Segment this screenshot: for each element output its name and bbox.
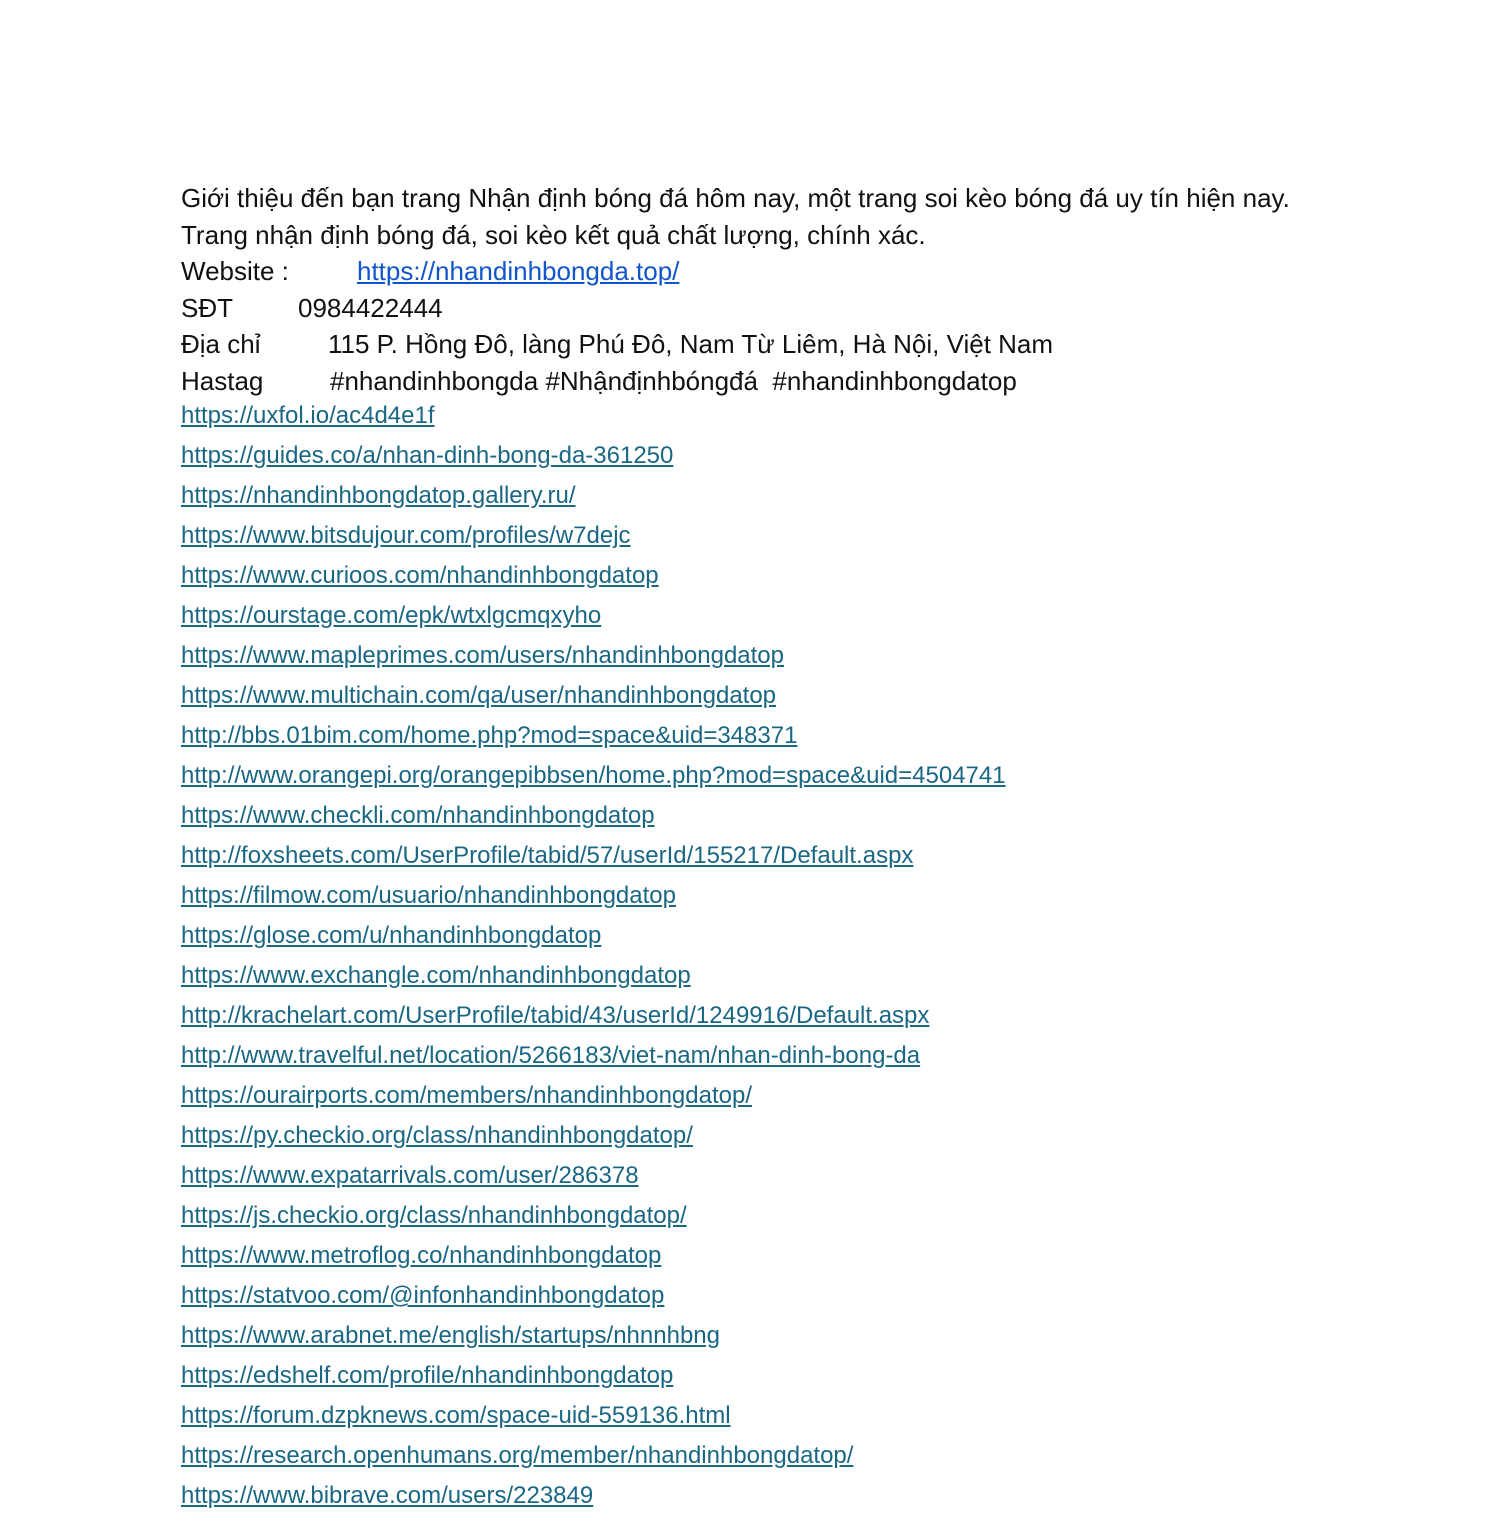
address-value: 115 P. Hồng Đô, làng Phú Đô, Nam Từ Liêm, Hà Nội, Việt Nam [328, 329, 1054, 359]
profile-link[interactable]: https://ourairports.com/members/nhandinhbongdatop/ [181, 1082, 752, 1109]
profile-link[interactable]: http://foxsheets.com/UserProfile/tabid/57/userId/155217/Default.aspx [181, 842, 914, 869]
profile-link[interactable]: http://krachelart.com/UserProfile/tabid/43/userId/1249916/Default.aspx [181, 1002, 930, 1029]
profile-link[interactable]: https://filmow.com/usuario/nhandinhbongdatop [181, 882, 676, 909]
profile-link[interactable]: https://ourstage.com/epk/wtxlgcmqxyho [181, 602, 602, 629]
profile-link[interactable]: https://research.openhumans.org/member/nhandinhbongdatop/ [181, 1442, 854, 1469]
phone-row [181, 290, 1321, 327]
profile-link[interactable]: http://bbs.01bim.com/home.php?mod=space&uid=348371 [181, 722, 798, 749]
hashtag-value: #nhandinhbongda #Nhậnđịnhbóngđá #nhandinhbongdatop [330, 365, 1017, 396]
profile-link[interactable]: https://www.metroflog.co/nhandinhbongdatop [181, 1242, 662, 1269]
profile-link[interactable]: https://www.multichain.com/qa/user/nhandinhbongdatop [181, 682, 777, 709]
hashtag-row [181, 363, 1321, 400]
profile-link[interactable]: https://www.arabnet.me/english/startups/nhnnhbng [181, 1322, 720, 1349]
profile-link[interactable]: https://www.exchangle.com/nhandinhbongdatop [181, 962, 691, 989]
intro-paragraph: Giới thiệu đến bạn trang Nhận định bóng đá hôm nay, một trang soi kèo bóng đá uy tín hiện nay. Trang nhận định bóng đá, soi kèo kết quả chất lượng, chính xác. [181, 183, 1290, 250]
profile-link[interactable]: https://www.expatarrivals.com/user/286378 [181, 1162, 639, 1189]
profile-link[interactable]: https://nhandinhbongdatop.gallery.ru/ [181, 482, 576, 509]
address-label: Địa chỉ [181, 329, 261, 359]
profile-link[interactable]: https://glose.com/u/nhandinhbongdatop [181, 922, 602, 949]
website-label: Website : [181, 256, 289, 286]
profile-link[interactable]: https://guides.co/a/nhan-dinh-bong-da-361250 [181, 442, 674, 469]
profile-link[interactable]: https://edshelf.com/profile/nhandinhbongdatop [181, 1362, 674, 1389]
profile-link[interactable]: https://forum.dzpknews.com/space-uid-559136.html [181, 1402, 731, 1429]
phone-label: SĐT [181, 292, 233, 323]
profile-link[interactable]: https://www.checkli.com/nhandinhbongdatop [181, 802, 655, 829]
website-row [181, 253, 1321, 290]
profile-link[interactable]: https://uxfol.io/ac4d4e1f [181, 402, 435, 429]
profile-link[interactable]: http://www.travelful.net/location/5266183/viet-nam/nhan-dinh-bong-da [181, 1042, 921, 1069]
profile-link[interactable]: https://www.mapleprimes.com/users/nhandinhbongdatop [181, 642, 784, 669]
address-row [181, 326, 1321, 363]
profile-link[interactable]: https://www.bitsdujour.com/profiles/w7dejc [181, 522, 631, 549]
website-link[interactable]: https://nhandinhbongda.top/ [357, 256, 680, 286]
profile-link[interactable]: https://js.checkio.org/class/nhandinhbongdatop/ [181, 1202, 687, 1229]
hashtag-label: Hastag [181, 365, 264, 396]
profile-link[interactable]: https://www.bibrave.com/users/223849 [181, 1482, 594, 1509]
profile-link[interactable]: http://www.orangepi.org/orangepibbsen/home.php?mod=space&uid=4504741 [181, 762, 1006, 789]
profile-link[interactable]: https://www.curioos.com/nhandinhbongdatop [181, 562, 659, 589]
profile-link[interactable]: https://py.checkio.org/class/nhandinhbongdatop/ [181, 1122, 693, 1149]
link-list [181, 396, 1006, 1516]
intro-block [181, 180, 1321, 399]
phone-value: 0984422444 [298, 292, 443, 323]
profile-link[interactable]: https://statvoo.com/@infonhandinhbongdatop [181, 1282, 665, 1309]
